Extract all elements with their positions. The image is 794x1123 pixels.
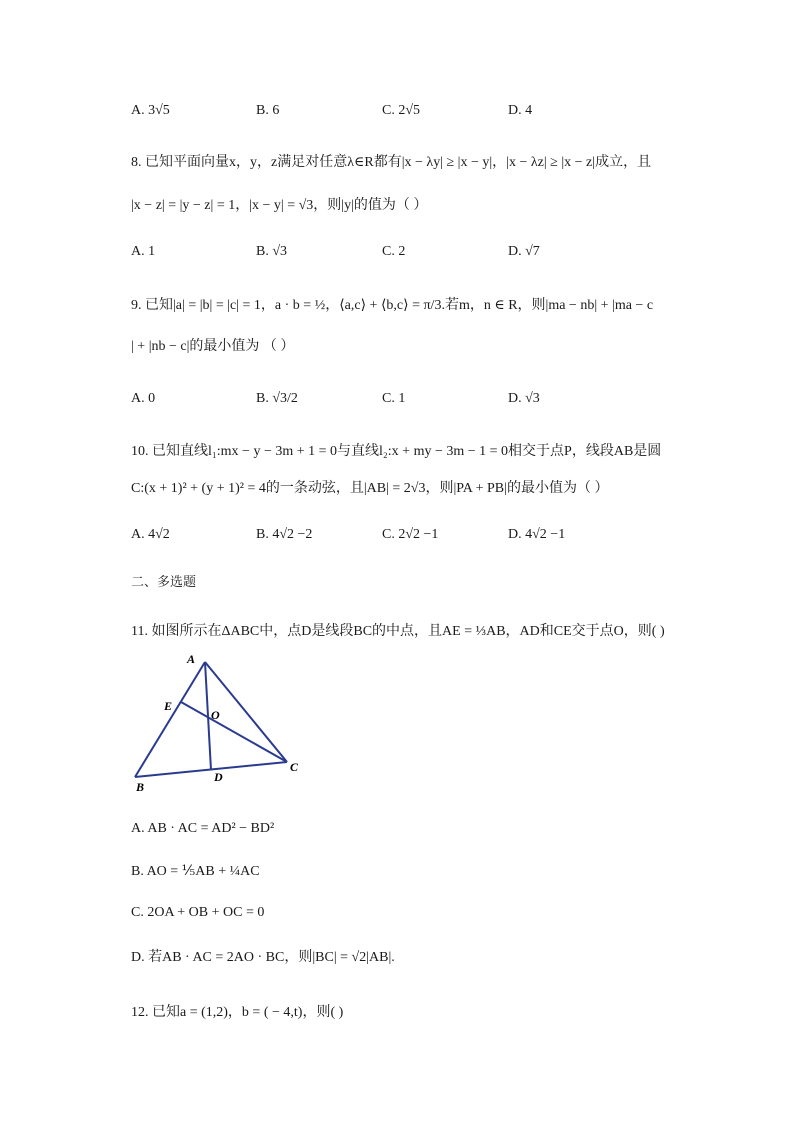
label-o: O bbox=[211, 708, 220, 722]
q7-option-a: A. 3√5 bbox=[131, 103, 170, 118]
q10-stem-line2: C:(x + 1)² + (y + 1)² = 4的一条动弦，且|AB| = 2√3，则|PA + PB|的最小值为（ ） bbox=[131, 481, 609, 496]
section-heading: 二、多选题 bbox=[131, 574, 197, 589]
q9-option-a: A. 0 bbox=[131, 391, 156, 406]
q10-option-d: D. 4√2 −1 bbox=[508, 527, 566, 542]
q9-option-c: C. 1 bbox=[382, 391, 406, 406]
q7-option-d: D. 4 bbox=[508, 103, 533, 118]
q11-option-a: A. AB · AC = AD² − BD² bbox=[131, 821, 275, 836]
q9-option-d: D. √3 bbox=[508, 391, 540, 406]
q8-stem-line2: |x − z| = |y − z| = 1，|x − y| = √3，则|y|的值为（ ） bbox=[131, 198, 428, 213]
q10-option-a: A. 4√2 bbox=[131, 527, 170, 542]
q8-option-c: C. 2 bbox=[382, 244, 406, 259]
segment-ce bbox=[181, 702, 287, 762]
q9-stem-line1: 9. 已知|a| = |b| = |c| = 1，a · b = ½，⟨a,c⟩ + ⟨b,c⟩ = π/3.若m，n ∈ R，则|ma − nb| + |ma − c bbox=[131, 298, 654, 313]
q11-stem: 11. 如图所示在ΔABC中，点D是线段BC的中点，且AE = ⅓AB，AD和CE交于点O，则( ) bbox=[131, 624, 665, 639]
triangle-figure bbox=[125, 650, 315, 800]
q10-option-b: B. 4√2 −2 bbox=[256, 527, 313, 542]
label-b: B bbox=[136, 780, 145, 794]
q12-stem: 12. 已知a = (1,2)，b = ( − 4,t)，则( ) bbox=[131, 1005, 344, 1020]
q9-option-b: B. √3/2 bbox=[256, 391, 298, 406]
q8-option-b: B. √3 bbox=[256, 244, 288, 259]
q10-stem-line1: 10. 已知直线l₁:mx − y − 3m + 1 = 0与直线l₂:x + my − 3m − 1 = 0相交于点P，线段AB是圆 bbox=[131, 444, 662, 459]
q10-option-c: C. 2√2 −1 bbox=[382, 527, 439, 542]
q11-option-d: D. 若AB · AC = 2AO · BC，则|BC| = √2|AB|. bbox=[131, 950, 395, 965]
q8-stem-line1: 8. 已知平面向量x，y，z满足对任意λ∈R都有|x − λy| ≥ |x − y|，|x − λz| ≥ |x − z|成立，且 bbox=[131, 155, 652, 170]
label-e: E bbox=[164, 699, 173, 713]
label-a: A bbox=[187, 652, 196, 666]
q7-option-c: C. 2√5 bbox=[382, 103, 421, 118]
q7-option-b: B. 6 bbox=[256, 103, 280, 118]
q8-option-a: A. 1 bbox=[131, 244, 156, 259]
q9-stem-line2: | + |nb − c|的最小值为 （ ） bbox=[131, 339, 295, 354]
label-c: C bbox=[290, 760, 299, 774]
q11-option-b: B. AO = ⅕AB + ¼AC bbox=[131, 864, 260, 879]
q8-option-d: D. √7 bbox=[508, 244, 540, 259]
side-ab bbox=[135, 662, 205, 777]
label-d: D bbox=[214, 770, 223, 784]
q11-option-c: C. 2OA + OB + OC = 0 bbox=[131, 905, 265, 920]
